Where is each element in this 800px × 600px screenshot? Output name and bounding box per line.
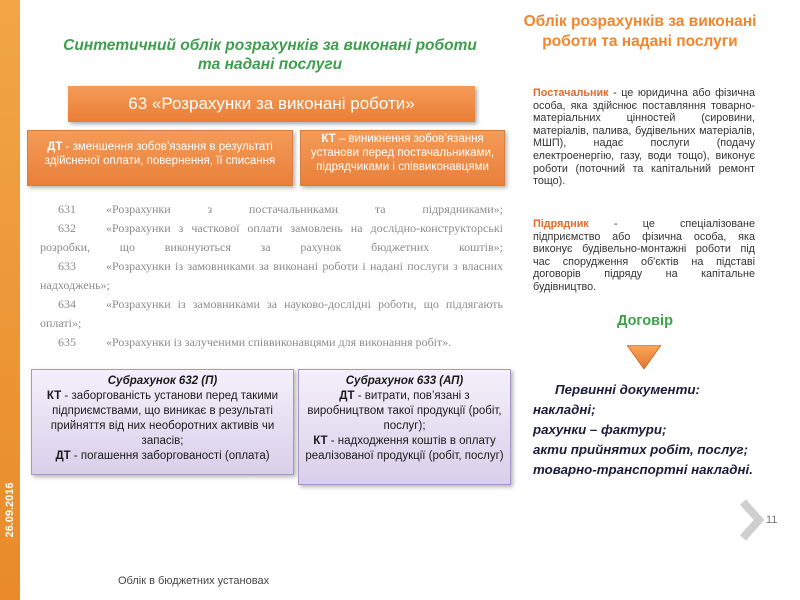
chevron-right-icon[interactable]	[737, 498, 765, 542]
subaccount-633-title: Субрахунок 633 (АП)	[345, 375, 464, 387]
subaccount-632-credit: КТ - заборгованість установи перед такими підприємствами, що виникає в результаті прийняття від них необоротних активів чи запасів;	[46, 390, 279, 447]
subaccount-item: 635 «Розрахунки із залученими співвиконавцями для виконання робіт».	[58, 335, 452, 349]
primary-documents	[533, 380, 757, 480]
contract-heading: Договір	[617, 313, 673, 329]
document-item: акти прийнятих робіт, послуг;	[533, 442, 749, 457]
contractor-definition: Підрядник - це спеціалізоване підприємство або фізична особа, яка виконує будівельно-монтажні роботи під час спорудження об'єктів на підставі договорів підряду на капітальне будівництво.	[533, 218, 755, 293]
credit-label: КТ	[321, 133, 336, 145]
subaccount-632-title: Субрахунок 632 (П)	[107, 375, 218, 387]
subaccount-632-debit: ДТ - погашення заборгованості (оплата)	[55, 450, 270, 462]
debit-text: - зменшення зобов’язання в результаті здійсненої оплати, повернення, її списання	[44, 141, 276, 167]
document-item: товарно-транспортні накладні.	[533, 462, 753, 477]
subaccount-632-box	[31, 369, 294, 475]
left-title: Синтетичний облік розрахунків за виконані роботи та надані послуги	[63, 37, 477, 73]
document-item: накладні;	[533, 402, 596, 417]
debit-label: ДТ	[47, 141, 63, 153]
right-title: Облік розрахунків за виконані роботи та надані послуги	[523, 13, 757, 50]
credit-box	[300, 130, 505, 186]
subaccount-item: 634 «Розрахунки із замовниками за науково-дослідні роботи, що підлягають оплаті»;	[40, 297, 503, 330]
subaccount-item: 633 «Розрахунки із замовниками за виконані роботи і надані послуги з власних надходжень»;	[40, 259, 503, 292]
subaccount-item: 631 «Розрахунки з постачальниками та підрядниками»;	[58, 202, 503, 216]
documents-heading: Первинні документи:	[555, 382, 700, 397]
slide-date: 26.09.2016	[4, 482, 16, 538]
supplier-definition: Постачальник - це юридична або фізична особа, яка здійснює поставляння товарно-матеріальних цінностей (сировини, матеріалів, палива, будівельних матеріалів, МШП), надає послуги (подачу електроенергію, газу, води тощо), виконує роботи (поточний та капітальний ремонт тощо).	[533, 87, 755, 188]
subaccount-633-credit: КТ - надходження коштів в оплату реалізованої продукції (робіт, послуг)	[305, 435, 504, 462]
account-banner: 63 «Розрахунки за виконані роботи»	[68, 86, 475, 122]
page-number: 11	[766, 514, 778, 526]
credit-text: – виникнення зобов’язання установи перед постачальниками, підрядчиками і співвиконавцями	[310, 133, 495, 173]
subaccount-item: 632 «Розрахунки з часткової оплати замовлень на дослідно-конструкторські розробки, що виконуються за рахунок бюджетних коштів»;	[40, 221, 503, 254]
subaccount-633-debit: ДТ - витрати, пов’язані з виробництвом такої продукції (робіт, послуг);	[307, 390, 502, 432]
subaccount-list	[40, 200, 503, 352]
supplier-term: Постачальник	[533, 87, 609, 99]
debit-box	[27, 130, 293, 186]
sidebar-stripe	[0, 0, 20, 600]
document-item: рахунки – фактури;	[533, 422, 667, 437]
contractor-term: Підрядник	[533, 218, 589, 230]
arrow-down-icon	[627, 345, 661, 369]
subaccount-633-box	[298, 369, 511, 485]
footer-text: Облік в бюджетних установах	[118, 575, 270, 587]
